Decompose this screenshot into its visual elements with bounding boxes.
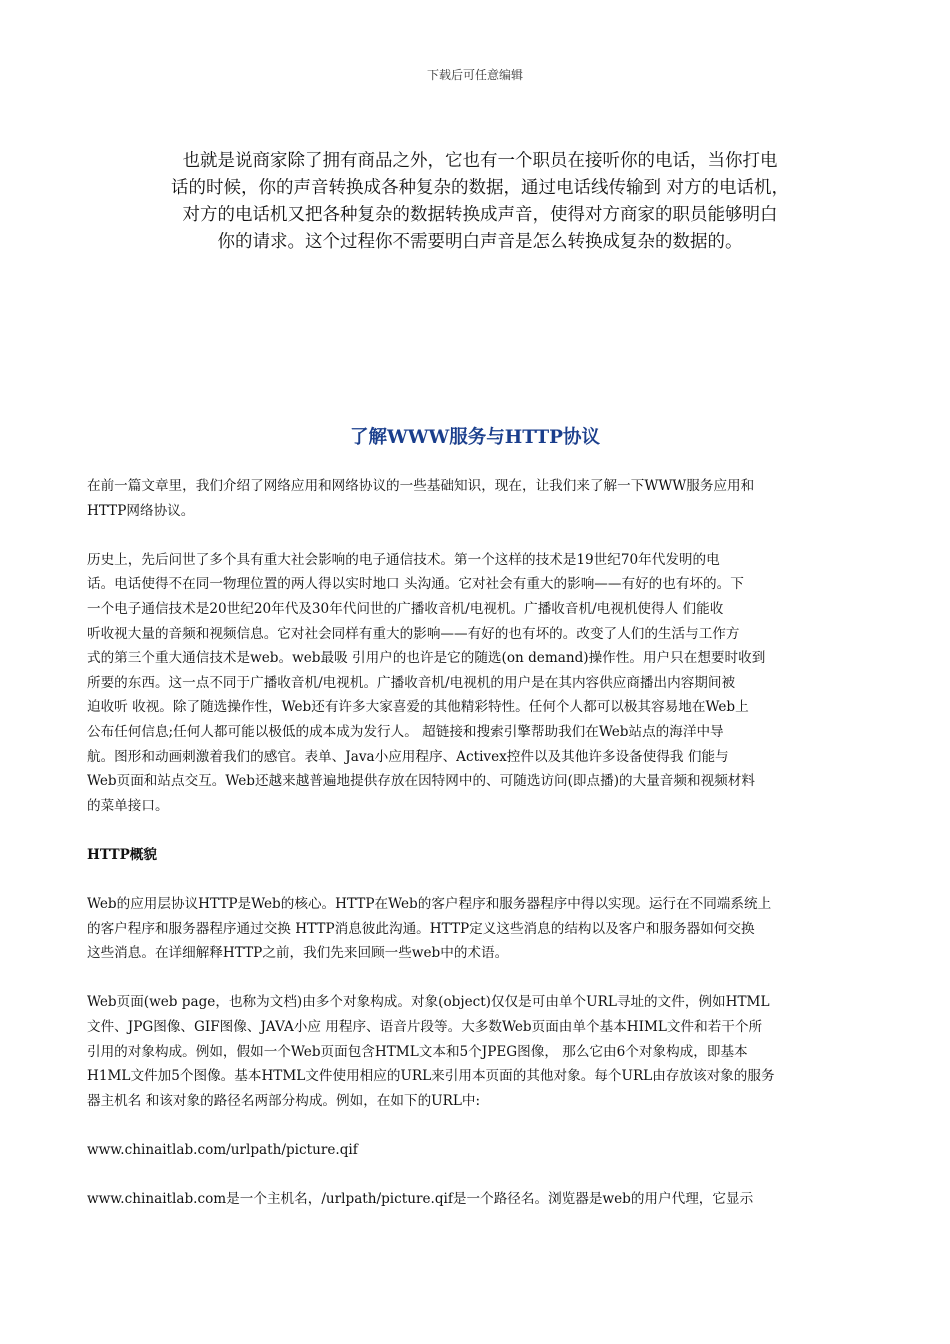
text-line: 器主机名 和该对象的路径名两部分构成。例如，在如下的URL中: [87, 1092, 481, 1109]
article-title: 了解WWW服务与HTTP协议 [349, 427, 601, 448]
intro-paragraph [120, 148, 840, 256]
page-header-note: 下载后可任意编辑 [426, 68, 523, 82]
text-line: 这些消息。在详细解释HTTP之前，我们先来回顾一些web中的术语。 [87, 945, 509, 962]
text-line: 所要的东西。这一点不同于广播收音机/电视机。广播收音机/电视机的用户是在其内容供应商播出内容期间被 [87, 674, 736, 691]
text-line: Web的应用层协议HTTP是Web的核心。HTTP在Web的客户程序和服务器程序中得以实现。运行在不同端系统上 [87, 896, 772, 913]
url-example: www.chinaitlab.com/urlpath/picture.qif [87, 1142, 358, 1159]
text-line: 航。图形和动画刺激着我们的感官。表单、Java小应用程序、Activex控件以及其他许多设备使得我 们能与 [87, 748, 729, 765]
paragraph-http-overview [87, 892, 867, 966]
text-line: 在前一篇文章里，我们介绍了网络应用和网络协议的一些基础知识，现在，让我们来了解一下WWW服务应用和 [87, 478, 755, 494]
text-line: 的菜单接口。 [87, 797, 169, 814]
text-line: 式的第三个重大通信技术是web。web最吸 引用户的也许是它的随选(on demand)操作性。用户只在想要时收到 [87, 650, 766, 667]
intro-line: 你的请求。这个过程你不需要明白声音是怎么转换成复杂的数据的。 [217, 232, 743, 252]
text-line: 引用的对象构成。例如，假如一个Web页面包含HTML文本和5个JPEG图像， 那么它由6个对象构成，即基本 [87, 1043, 748, 1060]
section-heading: HTTP概貌 [87, 846, 157, 863]
text-line: 公布任何信息;任何人都可能以极低的成本成为发行人。 超链接和搜索引擎帮助我们在Web站点的海洋中导 [87, 723, 724, 740]
article-body [87, 474, 867, 1236]
intro-line: 对方的电话机又把各种复杂的数据转换成声音，使得对方商家的职员能够明白 [182, 205, 778, 225]
text-line: Web页面和站点交互。Web还越来越普遍地提供存放在因特网中的、可随选访问(即点播)的大量音频和视频材料 [87, 773, 755, 790]
text-line: H1ML文件加5个图像。基本HTML文件使用相应的URL来引用本页面的其他对象。每个URL由存放该对象的服务 [87, 1068, 775, 1085]
paragraph-intro [87, 474, 867, 523]
text-line: 听收视大量的音频和视频信息。它对社会同样有重大的影响——有好的也有坏的。改变了人们的生活与工作方 [87, 625, 740, 642]
text-line: 一个电子通信技术是20世纪20年代及30年代问世的广播收音机/电视机。广播收音机/电视机使得人 们能收 [87, 600, 724, 617]
text-line: Web页面(web page，也称为文档)由多个对象构成。对象(object)仅仅是可由单个URL寻址的文件，例如HTML [87, 994, 770, 1011]
paragraph-host-path [87, 1187, 867, 1212]
text-line: 迫收听 收视。除了随选操作性，Web还有许多大家喜爱的其他精彩特性。任何个人都可以极其容易地在Web上 [87, 699, 749, 716]
text-line: 话。电话使得不在同一物理位置的两人得以实时地口 头沟通。它对社会有重大的影响——有好的也有坏的。下 [87, 576, 744, 593]
paragraph-history [87, 548, 867, 819]
text-line: HTTP网络协议。 [87, 502, 195, 519]
text-line: 的客户程序和服务器程序通过交换 HTTP消息彼此沟通。HTTP定义这些消息的结构以及客户和服务器如何交换 [87, 920, 755, 937]
intro-line: 话的时候，你的声音转换成各种复杂的数据，通过电话线传输到 对方的电话机， [170, 178, 790, 198]
text-line: 文件、JPG图像、GIF图像、JAVA小应 用程序、语音片段等。大多数Web页面由单个基本HIML文件和若干个所 [87, 1019, 763, 1036]
text-line: 历史上，先后问世了多个具有重大社会影响的电子通信技术。第一个这样的技术是19世纪70年代发明的电 [87, 551, 720, 568]
intro-line: 也就是说商家除了拥有商品之外，它也有一个职员在接听你的电话，当你打电 [182, 151, 778, 171]
paragraph-web-page [87, 990, 867, 1113]
text-line: www.chinaitlab.com是一个主机名，/urlpath/picture.qif是一个路径名。浏览器是web的用户代理，它显示 [87, 1191, 754, 1208]
